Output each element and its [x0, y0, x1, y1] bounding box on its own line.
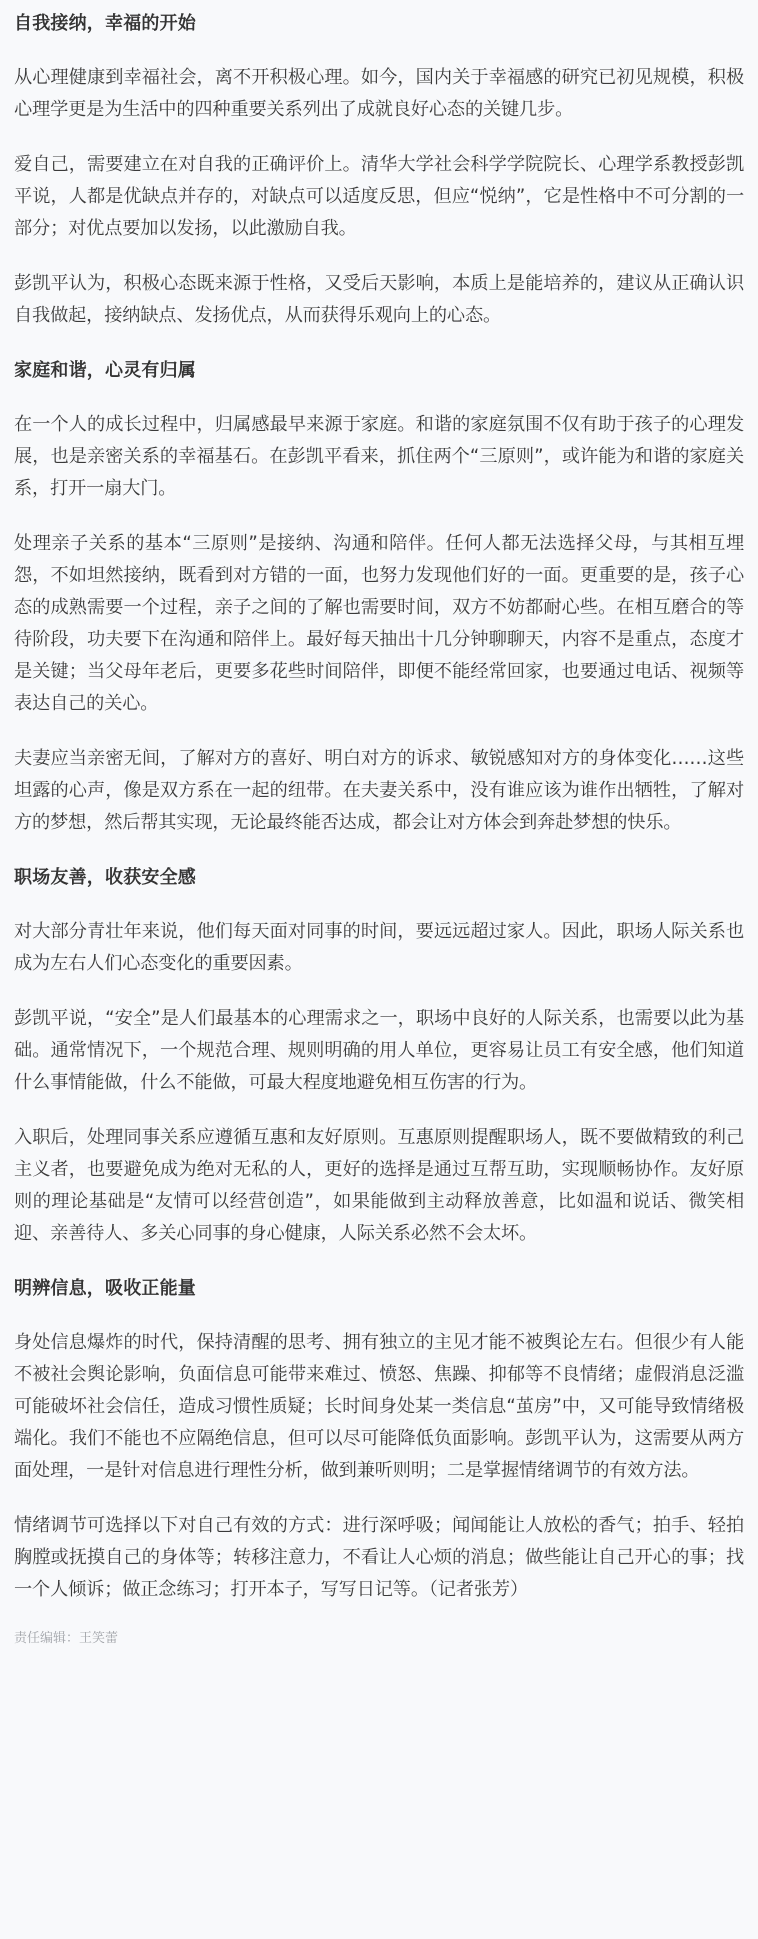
- paragraph: 夫妻应当亲密无间，了解对方的喜好、明白对方的诉求、敏锐感知对方的身体变化……这些坦露的心声，像是双方系在一起的纽带。在夫妻关系中，没有谁应该为谁作出牺牲，了解对方的梦想，然后帮其实现，无论最终能否达成，都会让对方体会到奔赴梦想的快乐。: [14, 748, 744, 833]
- paragraph: 从心理健康到幸福社会，离不开积极心理。如今，国内关于幸福感的研究已初见规模，积极心理学更是为生活中的四种重要关系列出了成就良好心态的关键几步。: [14, 67, 744, 120]
- section-heading-workplace-friendliness: 职场友善，收获安全感: [14, 867, 196, 888]
- paragraph: 身处信息爆炸的时代，保持清醒的思考、拥有独立的主见才能不被舆论左右。但很少有人能不被社会舆论影响，负面信息可能带来难过、愤怒、焦躁、抑郁等不良情绪；虚假消息泛滥可能破坏社会信任，造成习惯性质疑；长时间身处某一类信息“茧房”中，又可能导致情绪极端化。我们不能也不应隔绝信息，但可以尽可能降低负面影响。彭凯平认为，这需要从两方面处理，一是针对信息进行理性分析，做到兼听则明；二是掌握情绪调节的有效方法。: [14, 1332, 744, 1481]
- section-heading-discern-information: 明辨信息，吸收正能量: [14, 1278, 196, 1299]
- paragraph: 彭凯平说，“安全”是人们最基本的心理需求之一，职场中良好的人际关系，也需要以此为基础。通常情况下，一个规范合理、规则明确的用人单位，更容易让员工有安全感，他们知道什么事情能做，什么不能做，可最大程度地避免相互伤害的行为。: [14, 1008, 744, 1093]
- paragraph: 情绪调节可选择以下对自己有效的方式：进行深呼吸；闻闻能让人放松的香气；拍手、轻拍胸膛或抚摸自己的身体等；转移注意力，不看让人心烦的消息；做些能让自己开心的事；找一个人倾诉；做正念练习；打开本子，写写日记等。（记者张芳）: [14, 1515, 744, 1600]
- paragraph: 入职后，处理同事关系应遵循互惠和友好原则。互惠原则提醒职场人，既不要做精致的利己主义者，也要避免成为绝对无私的人，更好的选择是通过互帮互助，实现顺畅协作。友好原则的理论基础是“友情可以经营创造”，如果能做到主动释放善意，比如温和说话、微笑相迎、亲善待人、多关心同事的身心健康，人际关系必然不会太坏。: [14, 1127, 744, 1244]
- paragraph: 爱自己，需要建立在对自我的正确评价上。清华大学社会科学学院院长、心理学系教授彭凯平说，人都是优缺点并存的，对缺点可以适度反思，但应“悦纳”，它是性格中不可分割的一部分；对优点要加以发扬，以此激励自我。: [14, 154, 744, 239]
- editor-credit: 责任编辑：王笑蕾: [14, 1631, 119, 1646]
- paragraph: 在一个人的成长过程中，归属感最早来源于家庭。和谐的家庭氛围不仅有助于孩子的心理发展，也是亲密关系的幸福基石。在彭凯平看来，抓住两个“三原则”，或许能为和谐的家庭关系，打开一扇大门。: [14, 414, 744, 499]
- paragraph: 彭凯平认为，积极心态既来源于性格，又受后天影响，本质上是能培养的，建议从正确认识自我做起，接纳缺点、发扬优点，从而获得乐观向上的心态。: [14, 273, 744, 326]
- section-heading-self-acceptance: 自我接纳，幸福的开始: [14, 13, 196, 34]
- paragraph: 处理亲子关系的基本“三原则”是接纳、沟通和陪伴。任何人都无法选择父母，与其相互埋怨，不如坦然接纳，既看到对方错的一面，也努力发现他们好的一面。更重要的是，孩子心态的成熟需要一个过程，亲子之间的了解也需要时间，双方不妨都耐心些。在相互磨合的等待阶段，功夫要下在沟通和陪伴上。最好每天抽出十几分钟聊聊天，内容不是重点，态度才是关键；当父母年老后，更要多花些时间陪伴，即便不能经常回家，也要通过电话、视频等表达自己的关心。: [14, 533, 744, 714]
- paragraph: 对大部分青壮年来说，他们每天面对同事的时间，要远远超过家人。因此，职场人际关系也成为左右人们心态变化的重要因素。: [14, 921, 744, 974]
- section-heading-family-harmony: 家庭和谐，心灵有归属: [14, 360, 196, 381]
